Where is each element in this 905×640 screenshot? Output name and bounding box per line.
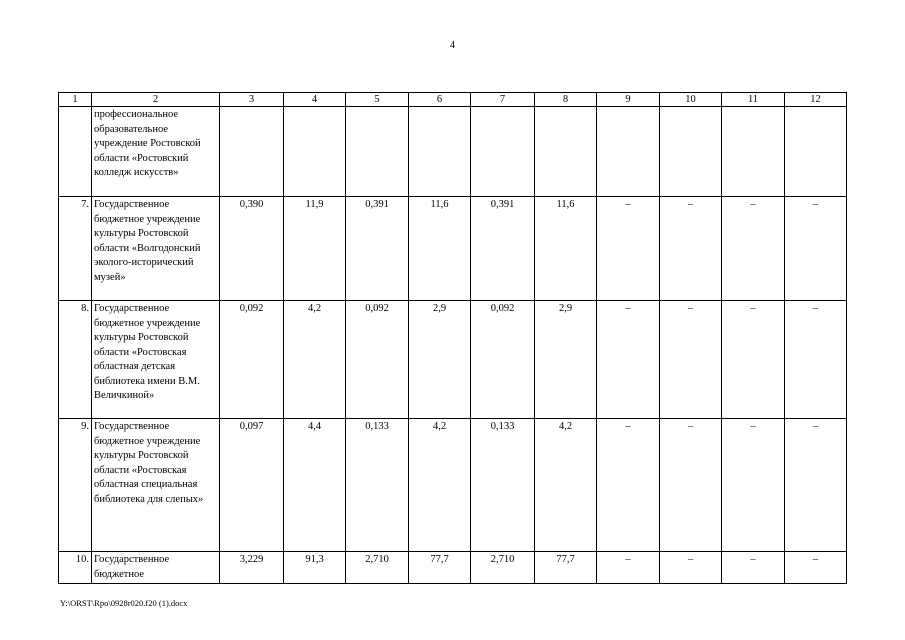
- value-cell: [346, 107, 409, 197]
- column-header: 5: [346, 93, 409, 107]
- dash-cell: –: [597, 552, 660, 584]
- dash-cell: [597, 107, 660, 197]
- row-number: [59, 107, 92, 197]
- table-row: [59, 197, 847, 301]
- dash-cell: [660, 107, 722, 197]
- value-cell: 77,7: [409, 552, 471, 584]
- dash-cell: –: [722, 552, 785, 584]
- value-cell: 0,097: [220, 419, 284, 552]
- dash-cell: –: [722, 301, 785, 419]
- value-cell: 4,2: [284, 301, 346, 419]
- value-cell: 0,092: [471, 301, 535, 419]
- column-header: 10: [660, 93, 722, 107]
- value-cell: 4,2: [535, 419, 597, 552]
- dash-cell: –: [785, 197, 847, 301]
- value-cell: 2,9: [535, 301, 597, 419]
- table-row: [59, 107, 847, 197]
- table-row: [59, 552, 847, 584]
- value-cell: 11,9: [284, 197, 346, 301]
- column-header: 11: [722, 93, 785, 107]
- dash-cell: –: [660, 197, 722, 301]
- column-header: 1: [59, 93, 92, 107]
- value-cell: 11,6: [535, 197, 597, 301]
- value-cell: 4,2: [409, 419, 471, 552]
- dash-cell: –: [660, 301, 722, 419]
- table-header-row: [59, 93, 847, 107]
- value-cell: 11,6: [409, 197, 471, 301]
- institution-name: Государственное бюджетное учреждение культуры Ростовской области «Ростовская областная специальная библиотека для слепых»: [92, 419, 220, 552]
- column-header: 7: [471, 93, 535, 107]
- page-number: 4: [450, 40, 455, 51]
- dash-cell: –: [785, 419, 847, 552]
- table-row: [59, 419, 847, 552]
- value-cell: 91,3: [284, 552, 346, 584]
- column-header: 4: [284, 93, 346, 107]
- row-number: 8.: [59, 301, 92, 419]
- dash-cell: –: [597, 419, 660, 552]
- column-header: 12: [785, 93, 847, 107]
- dash-cell: –: [597, 301, 660, 419]
- value-cell: 4,4: [284, 419, 346, 552]
- value-cell: 2,710: [471, 552, 535, 584]
- column-header: 9: [597, 93, 660, 107]
- institution-name: профессиональное образовательное учреждение Ростовской области «Ростовский колледж искусств»: [92, 107, 220, 197]
- row-number: 10.: [59, 552, 92, 584]
- value-cell: 3,229: [220, 552, 284, 584]
- dash-cell: [722, 107, 785, 197]
- dash-cell: –: [785, 552, 847, 584]
- institution-name: Государственное бюджетное: [92, 552, 220, 584]
- value-cell: 0,092: [220, 301, 284, 419]
- value-cell: 2,710: [346, 552, 409, 584]
- value-cell: 0,390: [220, 197, 284, 301]
- value-cell: [535, 107, 597, 197]
- value-cell: [471, 107, 535, 197]
- value-cell: 77,7: [535, 552, 597, 584]
- dash-cell: –: [660, 552, 722, 584]
- column-header: 8: [535, 93, 597, 107]
- value-cell: 0,133: [346, 419, 409, 552]
- dash-cell: –: [785, 301, 847, 419]
- row-number: 7.: [59, 197, 92, 301]
- institution-name: Государственное бюджетное учреждение культуры Ростовской области «Ростовская областная детская библиотека имени В.М. Величкиной»: [92, 301, 220, 419]
- value-cell: 0,391: [471, 197, 535, 301]
- table-row: [59, 301, 847, 419]
- row-number: 9.: [59, 419, 92, 552]
- column-header: 2: [92, 93, 220, 107]
- dash-cell: –: [660, 419, 722, 552]
- dash-cell: [785, 107, 847, 197]
- column-header: 6: [409, 93, 471, 107]
- dash-cell: –: [722, 419, 785, 552]
- dash-cell: –: [722, 197, 785, 301]
- institution-name: Государственное бюджетное учреждение культуры Ростовской области «Волгодонский эколого-исторический музей»: [92, 197, 220, 301]
- value-cell: [409, 107, 471, 197]
- value-cell: 0,133: [471, 419, 535, 552]
- data-table: [58, 92, 847, 584]
- value-cell: [220, 107, 284, 197]
- value-cell: [284, 107, 346, 197]
- value-cell: 0,391: [346, 197, 409, 301]
- value-cell: 2,9: [409, 301, 471, 419]
- footer-file-path: Y:\ORST\Rpo\0928r020.f20 (1).docx: [60, 598, 188, 608]
- value-cell: 0,092: [346, 301, 409, 419]
- column-header: 3: [220, 93, 284, 107]
- dash-cell: –: [597, 197, 660, 301]
